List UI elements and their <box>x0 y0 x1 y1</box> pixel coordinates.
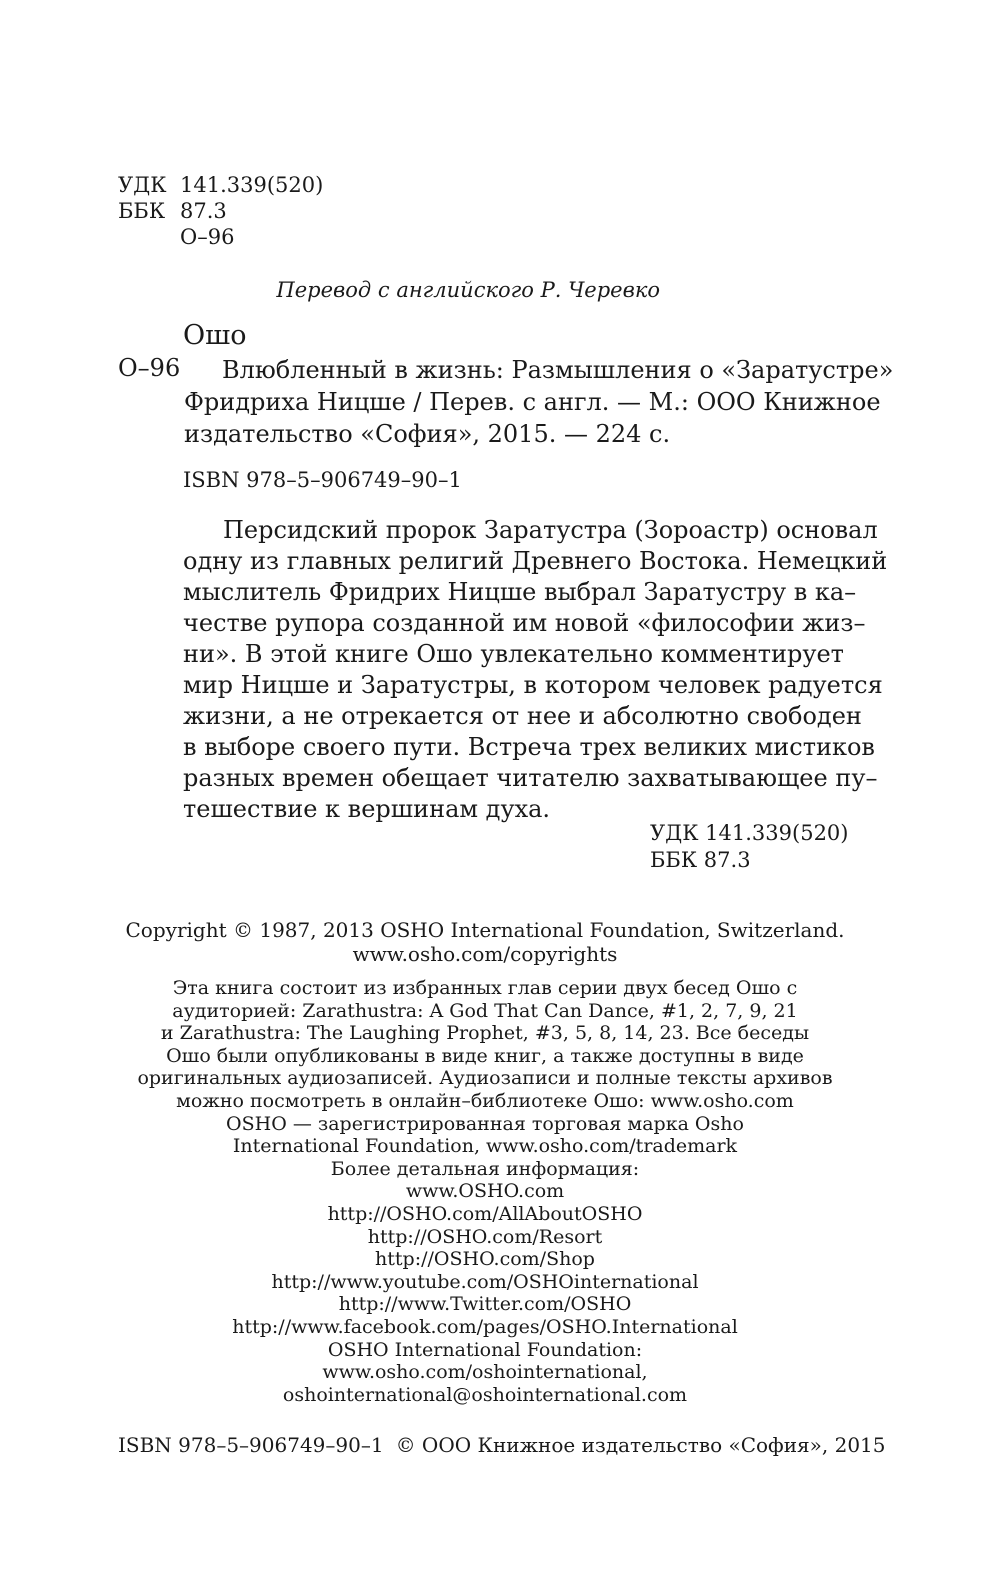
info-email: oshointernational@oshointernational.com <box>282 1383 688 1406</box>
copyright-url: www.osho.com/copyrights <box>352 942 618 966</box>
info-link: http://www.Twitter.com/OSHO <box>338 1293 632 1316</box>
info-line: можно посмотреть в онлайн–библиотеке Ошо: www.osho.com <box>176 1089 794 1112</box>
annotation-line: в выборе своего пути. Встреча трех великих мистиков <box>183 733 875 761</box>
info-line: OSHO — зарегистрированная торговая марка Osho <box>226 1112 744 1135</box>
isbn: ISBN 978–5–906749–90–1 <box>183 468 462 492</box>
info-line: и Zarathustra: The Laughing Prophet, #3, 5, 8, 14, 23. Все беседы <box>160 1022 810 1045</box>
info-link: http://OSHO.com/Resort <box>367 1225 603 1248</box>
annotation-line: честве рупора созданной им новой «философии жиз– <box>183 609 866 637</box>
classification-footer <box>650 820 849 874</box>
title-line: Фридриха Ницше / Перев. с англ. — М.: ООО Книжное <box>184 388 881 416</box>
info-line: Ошо были опубликованы в виде книг, а также доступны в виде <box>166 1044 804 1067</box>
info-line: OSHO International Foundation: <box>327 1338 643 1361</box>
annotation-line: разных времен обещает читателю захватывающее пу– <box>183 764 878 792</box>
info-line: Более детальная информация: <box>330 1157 640 1180</box>
info-line: оригинальных аудиозаписей. Аудиозаписи и полные тексты архивов <box>137 1067 833 1090</box>
copyright-line: Copyright © 1987, 2013 OSHO International Foundation, Switzerland. <box>125 918 845 942</box>
author-name: Ошо <box>183 320 247 351</box>
info-link: http://www.youtube.com/OSHOinternational <box>271 1270 699 1293</box>
title-line: издательство «София», 2015. — 224 с. <box>184 420 671 448</box>
annotation-line: одну из главных религий Древнего Востока. Немецкий <box>183 547 888 575</box>
info-link: http://OSHO.com/Shop <box>375 1248 595 1271</box>
info-link: www.OSHO.com <box>405 1180 565 1203</box>
info-line: Эта книга состоит из избранных глав серии двух бесед Ошо с <box>172 977 798 999</box>
translator-credit: Перевод с английского Р. Черевко <box>276 278 660 302</box>
copyright-block <box>100 918 870 966</box>
annotation-line: мир Ницше и Заратустры, в котором человек радуется <box>183 671 883 699</box>
bbk-row <box>118 198 323 224</box>
info-link: http://OSHO.com/AllAboutOSHO <box>327 1202 643 1225</box>
title-line: Влюбленный в жизнь: Размышления о «Заратустре» <box>222 356 894 384</box>
footer-imprint <box>118 1433 886 1457</box>
bbk-value: 87.3 <box>180 199 227 223</box>
annotation-line: жизни, а не отрекается от нее и абсолютно свободен <box>183 702 862 730</box>
annotation-line: ни». В этой книге Ошо увлекательно комментирует <box>183 640 844 668</box>
bbk-label: ББК <box>118 199 166 223</box>
udk-row <box>118 172 323 198</box>
footer-isbn: ISBN 978–5–906749–90–1 <box>118 1433 384 1457</box>
annotation-line: Персидский пророк Заратустра (Зороастр) основал <box>223 516 878 544</box>
info-line: International Foundation, www.osho.com/trademark <box>232 1135 738 1158</box>
publisher-info <box>100 977 870 1406</box>
annotation <box>183 515 888 825</box>
udk-value: 141.339(520) <box>180 173 324 197</box>
annotation-line: мыслитель Фридрих Ницше выбрал Заратустру в ка– <box>183 578 857 606</box>
info-link: www.osho.com/oshointernational, <box>322 1361 648 1384</box>
author-code: О–96 <box>118 354 181 382</box>
classification-header <box>118 172 323 250</box>
footer-publisher: © ООО Книжное издательство «София», 2015 <box>395 1433 886 1457</box>
udk-label: УДК <box>118 173 167 197</box>
info-link: http://www.facebook.com/pages/OSHO.International <box>232 1315 738 1338</box>
annotation-line: тешествие к вершинам духа. <box>183 795 551 823</box>
info-line: аудиторией: Zarathustra: A God That Can Dance, #1, 2, 7, 9, 21 <box>172 999 798 1022</box>
bbk-code: ББК 87.3 <box>650 848 751 872</box>
author-sign: О–96 <box>180 225 235 249</box>
udk-code: УДК 141.339(520) <box>650 821 849 845</box>
bibliographic-description <box>184 354 894 450</box>
